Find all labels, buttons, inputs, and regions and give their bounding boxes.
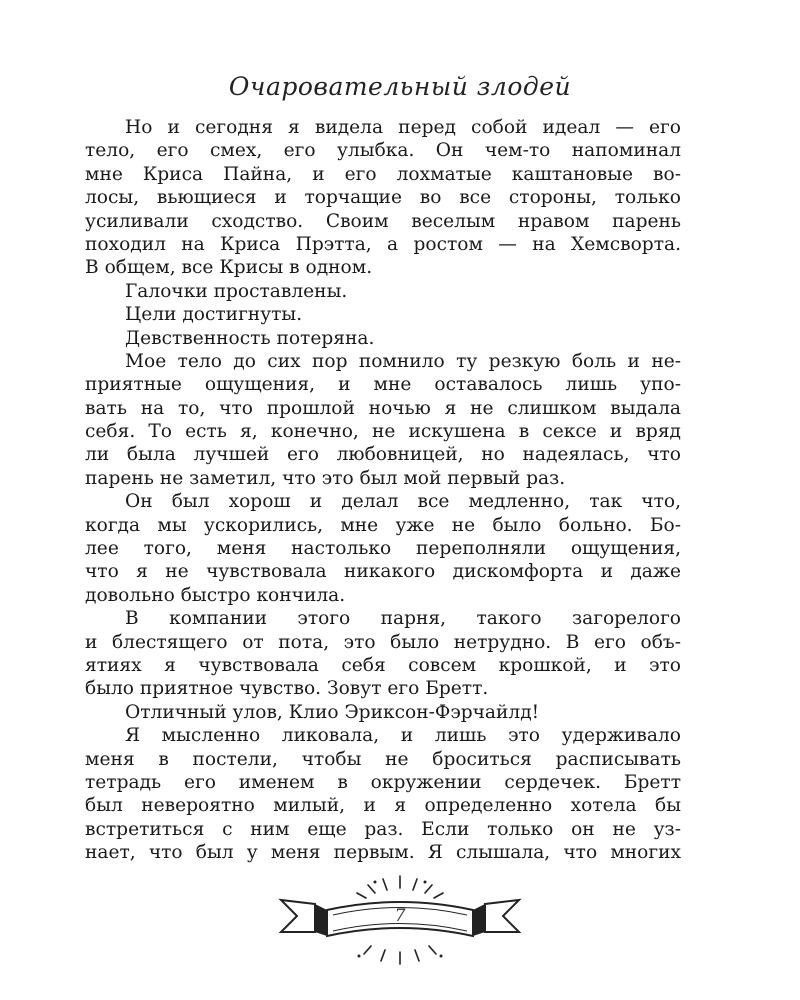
text-line: когда мы ускорились, мне уже не было больно. Бо-	[85, 514, 681, 536]
page-number-banner	[275, 870, 525, 970]
text-line: Он был хорош и делал все медленно, так что,	[125, 491, 681, 513]
text-line: Девственность потеряна.	[125, 327, 375, 349]
text-line: ятиях я чувствовала себя совсем крошкой, и это	[85, 654, 681, 676]
text-line: и блестящего от пота, это было нетрудно. В его объ-	[85, 631, 681, 653]
text-line: походил на Криса Прэтта, а ростом — на Хемсворта.	[85, 233, 681, 255]
text-line: встретиться с ним еще раз. Если только он не уз-	[85, 818, 681, 840]
text-line: Галочки проставлены.	[125, 280, 348, 302]
text-line: было приятное чувство. Зовут его Бретт.	[85, 678, 489, 700]
text-line: лосы, вьющиеся и торчащие во все стороны, только	[85, 187, 681, 209]
running-head: Очаровательный злодей	[228, 72, 572, 101]
text-line: мне Криса Пайна, и его лохматые каштановые во-	[85, 163, 681, 185]
body-text	[85, 116, 681, 865]
text-line: довольно быстро кончила.	[85, 584, 346, 606]
text-line: себя. То есть я, конечно, не искушена в сексе и вряд	[85, 421, 681, 443]
text-line: ли была лучшей его любовницей, но надеялась, что	[85, 444, 681, 466]
text-line: вать на то, что прошлой ночью я не слишком выдала	[85, 397, 681, 419]
text-line: В общем, все Крисы в одном.	[85, 257, 373, 279]
text-line: Цели достигнуты.	[125, 304, 303, 326]
text-line: Но и сегодня я видела перед собой идеал — его	[125, 117, 681, 138]
text-line: Мое тело до сих пор помнило ту резкую боль и не-	[125, 350, 681, 372]
page-number: 7	[394, 906, 406, 926]
text-line: Я мысленно ликовала, и лишь это удерживало	[125, 725, 681, 747]
text-line: тело, его смех, его улыбка. Он чем-то напоминал	[85, 140, 681, 162]
text-line: что я не чувствовала никакого дискомфорта и даже	[85, 561, 681, 583]
text-line: нает, что был у меня первым. Я слышала, что многих	[85, 842, 681, 864]
text-line: Отличный улов, Клио Эриксон-Фэрчайлд!	[125, 701, 540, 723]
text-line: меня в постели, чтобы не броситься расписывать	[85, 748, 681, 770]
text-line: тетрадь его именем в окружении сердечек. Бретт	[85, 771, 681, 793]
text-line: парень не заметил, что это был мой первый раз.	[85, 467, 566, 489]
text-line: В компании этого парня, такого загорелого	[125, 608, 681, 630]
text-line: был невероятно милый, и я определенно хотела бы	[85, 795, 681, 817]
text-line: усиливали сходство. Своим веселым нравом парень	[85, 210, 681, 232]
text-line: приятные ощущения, и мне оставалось лишь упо-	[85, 374, 681, 396]
text-line: лее того, меня настолько переполняли ощущения,	[85, 538, 681, 560]
